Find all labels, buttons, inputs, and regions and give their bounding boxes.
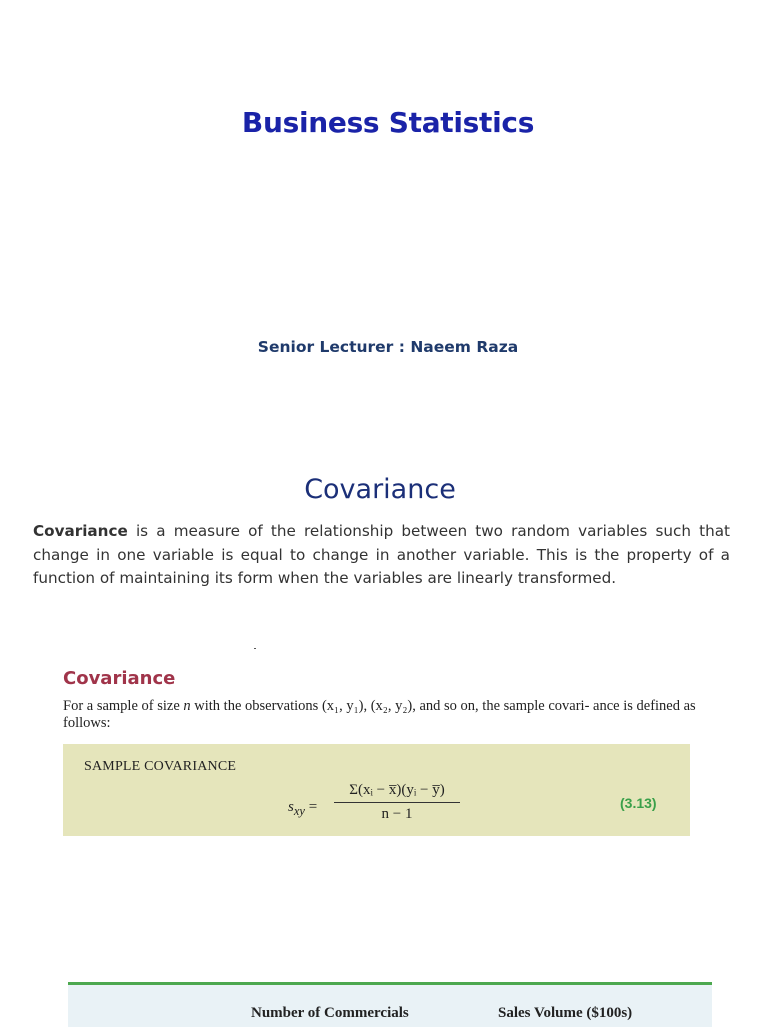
formula-s: s	[288, 799, 294, 815]
stray-mark	[254, 648, 256, 649]
covariance-term: Covariance	[33, 522, 128, 540]
formula-denominator: n − 1	[381, 806, 413, 822]
sample-covariance-box	[63, 744, 690, 836]
covariance-heading: Covariance	[304, 474, 456, 505]
book-intro-n: n	[183, 698, 191, 714]
formula-numerator: Σ(xᵢ − x̅)(yᵢ − y̅)	[349, 782, 445, 798]
book-intro-text	[63, 698, 703, 732]
formula-equals: =	[304, 799, 318, 815]
column-header-sales-volume: Sales Volume ($100s)	[498, 1005, 633, 1021]
sample-covariance-label: SAMPLE COVARIANCE	[84, 759, 237, 774]
covariance-definition-text: is a measure of the relationship between two random variables such that change in one variable is equal to change in another variable. This is the property of a function of maintaining its form when the variables are linearly transformed.	[33, 522, 730, 587]
equation-number: (3.13)	[620, 795, 657, 811]
slide-title: Business Statistics	[241, 106, 535, 139]
book-covariance-heading: Covariance	[63, 668, 176, 689]
book-intro-part2: with the observations (x₁, y₁), (x₂, y₂), and so on, the sample covari- ance is defined as follows:	[63, 698, 696, 731]
column-header-commercials: Number of Commercials	[251, 1005, 409, 1021]
fraction-bar	[334, 802, 460, 803]
book-intro-part1: For a sample of size	[63, 698, 184, 714]
formula-fraction	[334, 782, 460, 823]
formula-sub-xy: xy	[293, 804, 305, 818]
covariance-definition	[33, 520, 730, 591]
formula-lhs	[288, 799, 317, 819]
lecturer-name: Senior Lecturer : Naeem Raza	[257, 338, 519, 356]
